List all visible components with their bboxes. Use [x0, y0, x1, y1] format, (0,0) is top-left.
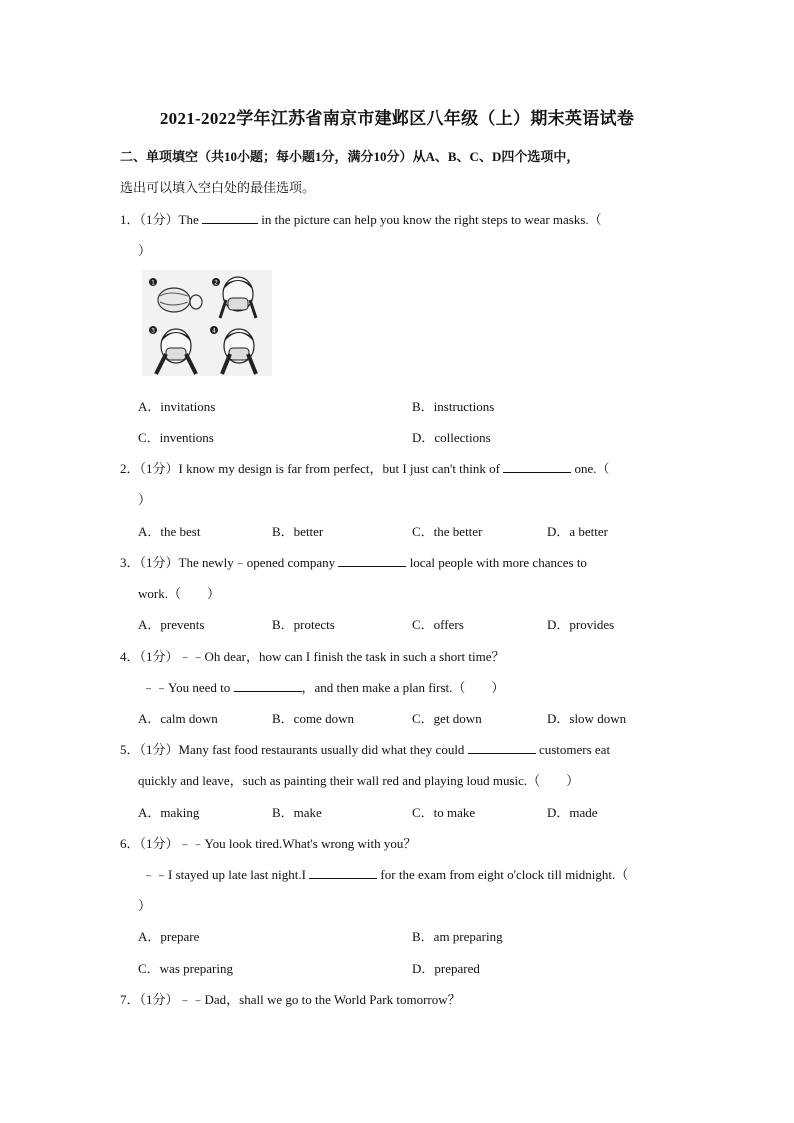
- page-title: 2021-2022学年江苏省南京市建邺区八年级（上）期末英语试卷: [159, 109, 635, 128]
- answer-blank: [234, 679, 302, 692]
- option-b[interactable]: B．am preparing: [412, 929, 503, 944]
- question-2-cont: ）: [138, 492, 152, 507]
- option-a[interactable]: A．making: [138, 805, 200, 820]
- step-label: 1: [151, 279, 155, 287]
- option-a[interactable]: A．the best: [138, 524, 201, 539]
- question-6-reply: ﹣﹣I stayed up late last night.I for the exam from eight o'clock till midnight.（: [142, 867, 629, 882]
- option-a[interactable]: A．calm down: [138, 711, 218, 726]
- question-4-reply: ﹣﹣You need to ，and then make a plan first.（ ）: [142, 680, 505, 695]
- option-c[interactable]: C．the better: [412, 524, 483, 539]
- step-label: 3: [151, 327, 155, 335]
- option-c[interactable]: C．inventions: [138, 430, 214, 445]
- option-d[interactable]: D．collections: [412, 430, 491, 445]
- answer-blank: [468, 741, 536, 754]
- option-b[interactable]: B．instructions: [412, 399, 495, 414]
- option-c[interactable]: C．offers: [412, 617, 464, 632]
- question-6-cont: ）: [138, 898, 152, 913]
- option-d[interactable]: D．made: [547, 805, 598, 820]
- section-heading: 二、单项填空（共10小题；每小题1分，满分10分）从A、B、C、D四个选项中，: [120, 149, 580, 164]
- option-d[interactable]: D．slow down: [547, 711, 627, 726]
- answer-blank: [309, 866, 377, 879]
- section-instruction: 选出可以填入空白处的最佳选项。: [120, 180, 316, 195]
- option-a[interactable]: A．prepare: [138, 929, 200, 944]
- question-2: 2．（1分）I know my design is far from perfect，but I just can't think of one.（: [120, 461, 610, 476]
- option-a[interactable]: A．invitations: [138, 399, 216, 414]
- option-c[interactable]: C．get down: [412, 711, 482, 726]
- question-7: 7．（1分）﹣﹣Dad，shall we go to the World Park tomorrow？: [120, 992, 461, 1007]
- mask-steps-figure: [142, 270, 272, 376]
- option-c[interactable]: C．to make: [412, 805, 476, 820]
- option-b[interactable]: B．better: [272, 524, 324, 539]
- answer-blank: [202, 211, 258, 224]
- mask-steps-illustration: [142, 270, 272, 376]
- option-d[interactable]: D．prepared: [412, 961, 480, 976]
- question-5: 5．（1分）Many fast food restaurants usually did what they could customers eat: [120, 742, 611, 757]
- question-4: 4．（1分）﹣﹣Oh dear，how can I finish the task in such a short time？: [120, 649, 505, 664]
- answer-blank: [338, 554, 406, 567]
- question-3: 3．（1分）The newly﹣opened company local people with more chances to: [120, 555, 587, 570]
- question-3-cont: work.（ ）: [138, 586, 220, 601]
- option-b[interactable]: B．protects: [272, 617, 335, 632]
- step-label: 2: [214, 279, 218, 287]
- option-d[interactable]: D．provides: [547, 617, 615, 632]
- option-c[interactable]: C．was preparing: [138, 961, 233, 976]
- question-1: 1．（1分）The in the picture can help you know the right steps to wear masks.（: [120, 212, 602, 227]
- step-label: 4: [212, 327, 216, 335]
- answer-blank: [503, 460, 571, 473]
- question-1-cont: ）: [138, 243, 152, 258]
- question-6: 6．（1分）﹣﹣You look tired.What's wrong with you？: [120, 836, 417, 851]
- question-5-cont: quickly and leave，such as painting their wall red and playing loud music.（ ）: [138, 773, 580, 788]
- option-b[interactable]: B．come down: [272, 711, 354, 726]
- option-d[interactable]: D．a better: [547, 524, 609, 539]
- option-b[interactable]: B．make: [272, 805, 322, 820]
- option-a[interactable]: A．prevents: [138, 617, 205, 632]
